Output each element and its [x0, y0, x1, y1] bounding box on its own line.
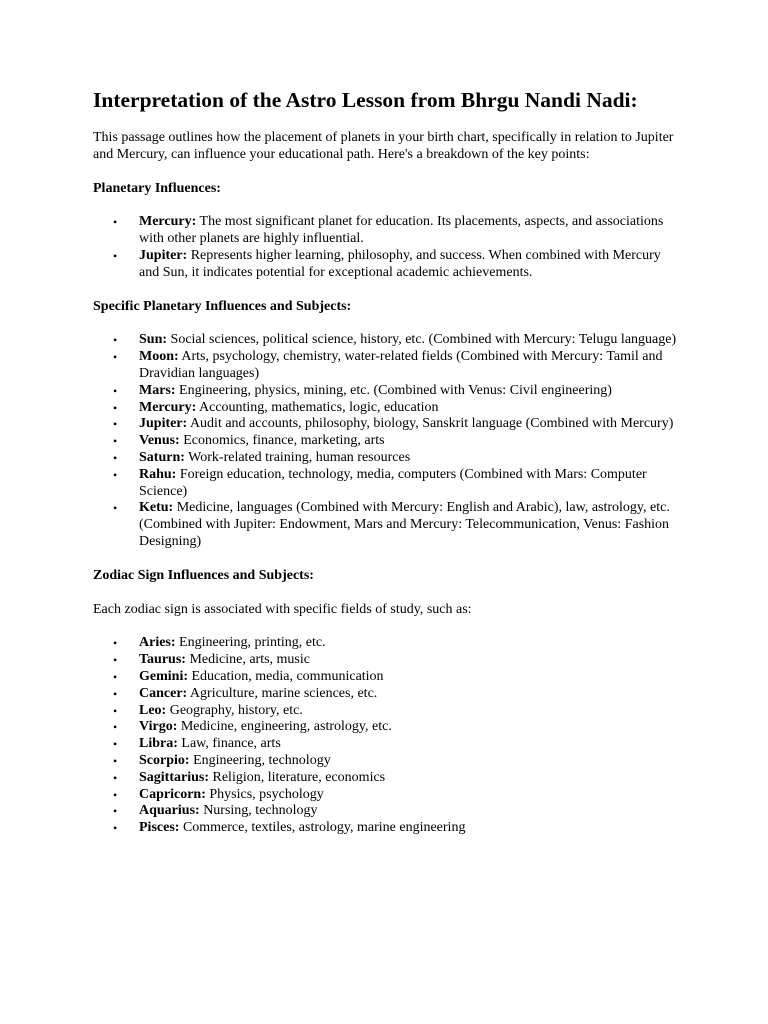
list-item-term: Libra:	[139, 736, 178, 752]
bullet-icon: •	[113, 653, 118, 668]
bullet-icon: •	[113, 501, 118, 516]
bullet-icon: •	[113, 417, 118, 432]
list-item-term: Moon:	[139, 349, 179, 365]
list-item-text: Law, finance, arts	[177, 736, 281, 752]
list-item	[93, 416, 683, 433]
list-item-text: Physics, psychology	[205, 786, 324, 802]
list-item-term: Gemini:	[139, 668, 188, 684]
list-item-text: Engineering, printing, etc.	[175, 635, 326, 651]
list-item-term: Mars:	[139, 382, 176, 398]
list-item-text: Represents higher learning, philosophy, and success. When combined with Mercury and Sun, it indicates potential for exceptional academic achievements.	[139, 247, 661, 280]
list-item-term: Jupiter:	[139, 247, 188, 263]
list-item-text: Geography, history, etc.	[166, 702, 303, 718]
bullet-icon: •	[113, 434, 118, 449]
list-item	[93, 248, 683, 282]
bullet-icon: •	[113, 333, 118, 348]
zodiac-intro-paragraph: Each zodiac sign is associated with specific fields of study, such as:	[93, 601, 472, 617]
list-item-text: Medicine, arts, music	[185, 652, 310, 668]
bullet-icon: •	[113, 383, 118, 398]
list-item	[93, 400, 683, 417]
list-item-text: Accounting, mathematics, logic, education	[196, 399, 439, 415]
list-item-term: Mercury:	[139, 399, 197, 415]
list-item-term: Jupiter:	[139, 416, 188, 432]
list-item	[93, 736, 683, 753]
list-item-text: Religion, literature, economics	[209, 769, 386, 785]
list-item-text: Social sciences, political science, history, etc. (Combined with Mercury: Telugu language)	[167, 332, 677, 348]
list-item-term: Saturn:	[139, 449, 185, 465]
zodiac-list	[93, 635, 683, 837]
list-item	[93, 686, 683, 703]
list-item	[93, 753, 683, 770]
list-item-term: Capricorn:	[139, 786, 206, 802]
list-item	[93, 803, 683, 820]
list-item	[93, 820, 683, 837]
list-item-text: Work-related training, human resources	[184, 449, 411, 465]
list-item-text: Economics, finance, marketing, arts	[179, 433, 385, 449]
list-item-text: Medicine, engineering, astrology, etc.	[177, 719, 392, 735]
bullet-icon: •	[113, 787, 118, 802]
bullet-icon: •	[113, 350, 118, 365]
bullet-icon: •	[113, 703, 118, 718]
list-item	[93, 635, 683, 652]
list-item-text: Arts, psychology, chemistry, water-related fields (Combined with Mercury: Tamil and Dravidian languages)	[139, 349, 663, 381]
bullet-icon: •	[113, 636, 118, 651]
planetary-list	[93, 214, 683, 281]
list-item-text: The most significant planet for education. Its placements, aspects, and associations with other planets are highly influential.	[139, 214, 664, 247]
document-page	[93, 88, 683, 854]
list-item	[93, 703, 683, 720]
list-item	[93, 383, 683, 400]
list-item-term: Cancer:	[139, 685, 188, 701]
list-item-text: Audit and accounts, philosophy, biology, Sanskrit language (Combined with Mercury)	[187, 416, 674, 432]
bullet-icon: •	[113, 669, 118, 684]
list-item	[93, 349, 683, 383]
document-title: Interpretation of the Astro Lesson from Bhrgu Nandi Nadi:	[93, 88, 638, 112]
bullet-icon: •	[113, 720, 118, 735]
list-item-text: Engineering, physics, mining, etc. (Combined with Venus: Civil engineering)	[175, 382, 612, 398]
bullet-icon: •	[113, 821, 118, 836]
list-item-term: Rahu:	[139, 466, 177, 482]
bullet-icon: •	[113, 753, 118, 768]
list-item	[93, 770, 683, 787]
bullet-icon: •	[113, 450, 118, 465]
list-item-text: Medicine, languages (Combined with Mercury: English and Arabic), law, astrology, etc. (Combined with Jupiter: Endowment, Mars and Mercury: Telecommunication, Venus: Fashion Designing)	[139, 500, 670, 549]
list-item	[93, 719, 683, 736]
bullet-icon: •	[113, 248, 118, 263]
list-item-term: Virgo:	[139, 719, 178, 735]
list-item	[93, 450, 683, 467]
list-item-term: Venus:	[139, 433, 180, 449]
list-item-text: Agriculture, marine sciences, etc.	[187, 685, 378, 701]
bullet-icon: •	[113, 400, 118, 415]
bullet-icon: •	[113, 804, 118, 819]
list-item	[93, 500, 683, 550]
list-item-text: Commerce, textiles, astrology, marine engineering	[179, 820, 466, 836]
list-item-term: Aries:	[139, 635, 176, 651]
list-item	[93, 433, 683, 450]
section-heading-planetary: Planetary Influences:	[93, 180, 221, 196]
list-item-term: Taurus:	[139, 652, 186, 668]
list-item	[93, 332, 683, 349]
list-item-text: Education, media, communication	[188, 668, 384, 684]
section-heading-specific: Specific Planetary Influences and Subjects:	[93, 298, 352, 314]
list-item	[93, 467, 683, 501]
list-item-term: Leo:	[139, 702, 167, 718]
list-item-text: Nursing, technology	[199, 803, 318, 819]
list-item-text: Engineering, technology	[189, 752, 331, 768]
bullet-icon: •	[113, 770, 118, 785]
list-item-term: Aquarius:	[139, 803, 200, 819]
list-item-term: Pisces:	[139, 820, 180, 836]
list-item-text: Foreign education, technology, media, computers (Combined with Mars: Computer Science)	[139, 466, 647, 499]
list-item	[93, 787, 683, 804]
bullet-icon: •	[113, 467, 118, 482]
list-item	[93, 214, 683, 248]
intro-paragraph: This passage outlines how the placement of planets in your birth chart, specifically in relation to Jupiter and Mercury, can influence your educational path. Here's a breakdown of the key points:	[93, 130, 674, 162]
list-item-term: Mercury:	[139, 214, 197, 230]
list-item-term: Ketu:	[139, 500, 174, 516]
specific-list	[93, 332, 683, 550]
section-heading-zodiac: Zodiac Sign Influences and Subjects:	[93, 567, 314, 583]
list-item-term: Scorpio:	[139, 752, 190, 768]
list-item-term: Sagittarius:	[139, 769, 209, 785]
bullet-icon: •	[113, 215, 118, 230]
list-item	[93, 652, 683, 669]
list-item-term: Sun:	[139, 332, 168, 348]
bullet-icon: •	[113, 686, 118, 701]
list-item	[93, 669, 683, 686]
bullet-icon: •	[113, 737, 118, 752]
